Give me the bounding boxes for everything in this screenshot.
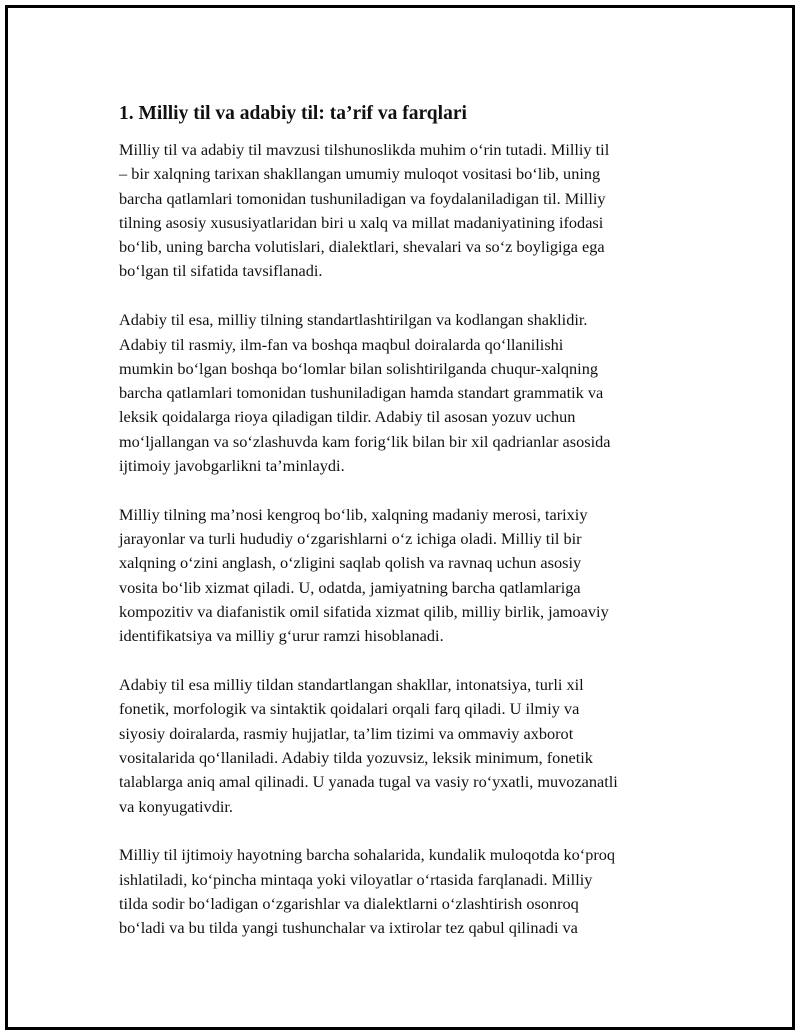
text-line: – bir xalqning tarixan shakllangan umumiy muloqot vositasi bo‘lib, uning [119, 164, 601, 184]
text-line: fonetik, morfologik va sintaktik qoidalari orqali farq qiladi. U ilmiy va [119, 699, 580, 719]
text-line: kompozitiv va diafanistik omil sifatida xizmat qilib, milliy birlik, jamoaviy [119, 602, 609, 622]
text-line: bo‘lib, uning barcha volutislari, dialektlari, shevalari va so‘z boyligiga ega [119, 237, 605, 257]
text-line: Adabiy til esa, milliy tilning standartlashtirilgan va kodlangan shaklidir. [119, 310, 588, 330]
text-line: barcha qatlamlari tomonidan tushuniladigan hamda standart grammatik va [119, 383, 604, 403]
text-line: talablarga aniq amal qilinadi. U yanada tugal va vasiy ro‘yxatli, muvozanatli [119, 772, 618, 792]
text-line: va konyugativdir. [119, 796, 233, 816]
text-line: tilning asosiy xususiyatlaridan biri u xalq va millat madaniyatining ifodasi [119, 212, 604, 232]
text-line: bo‘lgan til sifatida tavsiflanadi. [119, 261, 323, 281]
text-line: mo‘ljallangan va so‘zlashuvda kam forig‘lik bilan bir xil qadrianlar asosida [119, 431, 611, 451]
document-body [119, 100, 699, 965]
text-line: tilda sodir bo‘ladigan o‘zgarishlar va dialektlarni o‘zlashtirish osonroq [119, 894, 579, 914]
text-line: Milliy tilning ma’nosi kengroq bo‘lib, xalqning madaniy merosi, tarixiy [119, 504, 588, 524]
page-title: 1. Milliy til va adabiy til: ta’rif va farqlari [119, 103, 467, 124]
paragraph [119, 138, 699, 284]
text-line: Milliy til va adabiy til mavzusi tilshunoslikda muhim o‘rin tutadi. Milliy til [119, 140, 610, 159]
text-line: vosita bo‘lib xizmat qiladi. U, odatda, jamiyatning barcha qatlamlariga [119, 577, 581, 597]
text-line: ishlatiladi, ko‘pincha mintaqa yoki viloyatlar o‘rtasida farqlanadi. Milliy [119, 869, 593, 889]
text-line: siyosiy doiralarda, rasmiy hujjatlar, ta’lim tizimi va ommaviy axborot [119, 723, 574, 743]
text-line: Milliy til ijtimoiy hayotning barcha sohalarida, kundalik muloqotda ko‘proq [119, 845, 616, 865]
paragraph [119, 308, 699, 478]
text-line: mumkin bo‘lgan boshqa bo‘lomlar bilan solishtirilganda chuqur-xalqning [119, 358, 598, 378]
text-line: ijtimoiy javobgarlikni ta’minlaydi. [119, 456, 345, 476]
text-line: identifikatsiya va milliy g‘urur ramzi hisoblanadi. [119, 626, 444, 646]
text-line: Adabiy til rasmiy, ilm-fan va boshqa maqbul doiralarda qo‘llanilishi [119, 334, 564, 354]
paragraph [119, 843, 699, 940]
text-line: xalqning o‘zini anglash, o‘zligini saqlab qolish va ravnaq uchun asosiy [119, 553, 582, 573]
text-line: Adabiy til esa milliy tildan standartlangan shakllar, intonatsiya, turli xil [119, 675, 584, 695]
text-line: leksik qoidalarga rioya qiladigan tildir. Adabiy til asosan yozuv uchun [119, 407, 576, 427]
paragraph [119, 673, 699, 819]
text-line: jarayonlar va turli hududiy o‘zgarishlarni o‘z ichiga oladi. Milliy til bir [119, 529, 582, 549]
text-line: vositalarida qo‘llaniladi. Adabiy tilda yozuvsiz, leksik minimum, fonetik [119, 748, 593, 768]
text-line: barcha qatlamlari tomonidan tushuniladigan va foydalaniladigan til. Milliy [119, 188, 606, 208]
text-line: bo‘ladi va bu tilda yangi tushunchalar va ixtirolar tez qabul qilinadi va [119, 918, 578, 938]
paragraph [119, 503, 699, 649]
page-frame [5, 5, 795, 1030]
